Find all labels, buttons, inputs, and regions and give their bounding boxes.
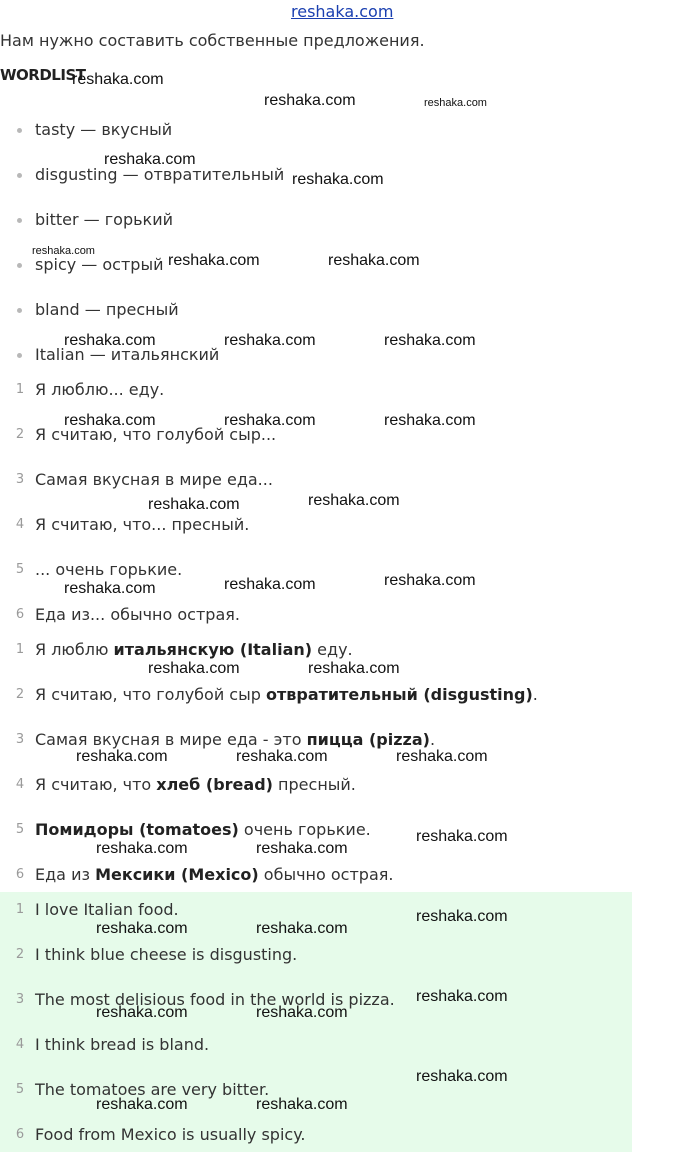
item-number: 6 bbox=[15, 607, 25, 622]
item-number: 2 bbox=[15, 427, 25, 442]
watermark: reshaka.com bbox=[64, 580, 156, 597]
watermark: reshaka.com bbox=[416, 908, 508, 925]
answer-pre: Еда из bbox=[35, 865, 96, 884]
watermark: reshaka.com bbox=[224, 412, 316, 429]
wordlist-heading: WORDLIST bbox=[0, 66, 86, 84]
wordlist-item-text: bland — пресный bbox=[35, 300, 179, 319]
wordlist-item-text: spicy — острый bbox=[35, 255, 164, 274]
answer-post: очень горькие. bbox=[238, 820, 371, 839]
watermark: reshaka.com bbox=[416, 1068, 508, 1085]
prompt-text: Я считаю, что голубой сыр... bbox=[35, 425, 277, 444]
watermark: reshaka.com bbox=[424, 97, 487, 109]
prompt-text: Самая вкусная в мире еда... bbox=[35, 470, 273, 489]
watermark: reshaka.com bbox=[308, 660, 400, 677]
watermark: reshaka.com bbox=[416, 988, 508, 1005]
prompt-text: ... очень горькие. bbox=[35, 560, 183, 579]
watermark: reshaka.com bbox=[292, 171, 384, 188]
answer-en-text: I think bread is bland. bbox=[35, 1035, 210, 1054]
watermark: reshaka.com bbox=[96, 920, 188, 937]
item-number: 4 bbox=[15, 1037, 25, 1052]
watermark: reshaka.com bbox=[148, 496, 240, 513]
watermark: reshaka.com bbox=[384, 412, 476, 429]
item-number: 4 bbox=[15, 517, 25, 532]
bullet-icon bbox=[17, 308, 22, 313]
answer-post: . bbox=[429, 730, 436, 749]
wordlist-item-text: tasty — вкусный bbox=[35, 120, 173, 139]
watermark: reshaka.com bbox=[328, 252, 420, 269]
watermark: reshaka.com bbox=[224, 576, 316, 593]
item-number: 1 bbox=[15, 642, 25, 657]
watermark: reshaka.com bbox=[264, 92, 356, 109]
answer-post: пресный. bbox=[272, 775, 356, 794]
watermark: reshaka.com bbox=[104, 151, 196, 168]
answer-pre: Самая вкусная в мире еда - это bbox=[35, 730, 307, 749]
answer-ru-text bbox=[35, 861, 393, 889]
item-number: 5 bbox=[15, 822, 25, 837]
item-number: 6 bbox=[15, 867, 25, 882]
answer-post: . bbox=[532, 685, 538, 704]
bullet-icon bbox=[17, 128, 22, 133]
watermark: reshaka.com bbox=[64, 412, 156, 429]
item-number: 5 bbox=[15, 562, 25, 577]
answer-en-text: Food from Mexico is usually spicy. bbox=[35, 1125, 306, 1144]
watermark: reshaka.com bbox=[396, 748, 488, 765]
prompt-text: Я люблю... еду. bbox=[35, 380, 165, 399]
watermark: reshaka.com bbox=[224, 332, 316, 349]
answer-en-text: I think blue cheese is disgusting. bbox=[35, 945, 298, 964]
watermark: reshaka.com bbox=[256, 1004, 348, 1021]
watermark: reshaka.com bbox=[308, 492, 400, 509]
answer-pre: Я люблю bbox=[35, 640, 114, 659]
item-number: 3 bbox=[15, 472, 25, 487]
answer-keyword: пицца (pizza) bbox=[306, 730, 430, 749]
watermark: reshaka.com bbox=[64, 332, 156, 349]
answer-en-text: The most delisious food in the world is pizza. bbox=[35, 990, 395, 1009]
bullet-icon bbox=[17, 353, 22, 358]
prompt-text: Я считаю, что... пресный. bbox=[35, 515, 250, 534]
answer-post: еду. bbox=[312, 640, 353, 659]
bullet-icon bbox=[17, 173, 22, 178]
watermark: reshaka.com bbox=[168, 252, 260, 269]
item-number: 3 bbox=[15, 992, 25, 1007]
wordlist-item-text: bitter — горький bbox=[35, 210, 173, 229]
answer-keyword: отвратительный (disgusting) bbox=[265, 685, 533, 704]
item-number: 4 bbox=[15, 777, 25, 792]
answer-post: обычно острая. bbox=[258, 865, 394, 884]
watermark: reshaka.com bbox=[416, 828, 508, 845]
watermark: reshaka.com bbox=[96, 1004, 188, 1021]
intro-text: Нам нужно составить собственные предложения. bbox=[0, 31, 425, 50]
answer-ru-text bbox=[35, 771, 356, 799]
watermark: reshaka.com bbox=[384, 332, 476, 349]
item-number: 2 bbox=[15, 687, 25, 702]
answer-keyword: итальянскую (Italian) bbox=[113, 640, 313, 659]
watermark: reshaka.com bbox=[76, 748, 168, 765]
answer-pre: Я считаю, что bbox=[35, 775, 157, 794]
watermark: reshaka.com bbox=[96, 840, 188, 857]
item-number: 1 bbox=[15, 902, 25, 917]
wordlist-item-text: Italian — итальянский bbox=[35, 345, 220, 364]
watermark: reshaka.com bbox=[256, 840, 348, 857]
item-number: 2 bbox=[15, 947, 25, 962]
watermark: reshaka.com bbox=[384, 572, 476, 589]
answer-keyword: Мексики (Mexico) bbox=[95, 865, 259, 884]
watermark: reshaka.com bbox=[256, 1096, 348, 1113]
answer-en-text: I love Italian food. bbox=[35, 900, 179, 919]
item-number: 1 bbox=[15, 382, 25, 397]
item-number: 5 bbox=[15, 1082, 25, 1097]
watermark: reshaka.com bbox=[32, 245, 95, 257]
answer-ru-text bbox=[35, 681, 538, 709]
site-link[interactable]: reshaka.com bbox=[291, 2, 394, 21]
watermark: reshaka.com bbox=[96, 1096, 188, 1113]
bullet-icon bbox=[17, 263, 22, 268]
item-number: 3 bbox=[15, 732, 25, 747]
wordlist-item-text: disgusting — отвратительный bbox=[35, 165, 285, 184]
watermark: reshaka.com bbox=[148, 660, 240, 677]
watermark: reshaka.com bbox=[256, 920, 348, 937]
answer-keyword: хлеб (bread) bbox=[156, 775, 273, 794]
answer-pre: Я считаю, что голубой сыр bbox=[35, 685, 266, 704]
answer-keyword: Помидоры (tomatoes) bbox=[35, 820, 239, 839]
bullet-icon bbox=[17, 218, 22, 223]
item-number: 6 bbox=[15, 1127, 25, 1142]
answer-en-text: The tomatoes are very bitter. bbox=[35, 1080, 270, 1099]
prompt-text: Еда из... обычно острая. bbox=[35, 605, 240, 624]
watermark: reshaka.com bbox=[236, 748, 328, 765]
watermark: reshaka.com bbox=[72, 71, 164, 88]
